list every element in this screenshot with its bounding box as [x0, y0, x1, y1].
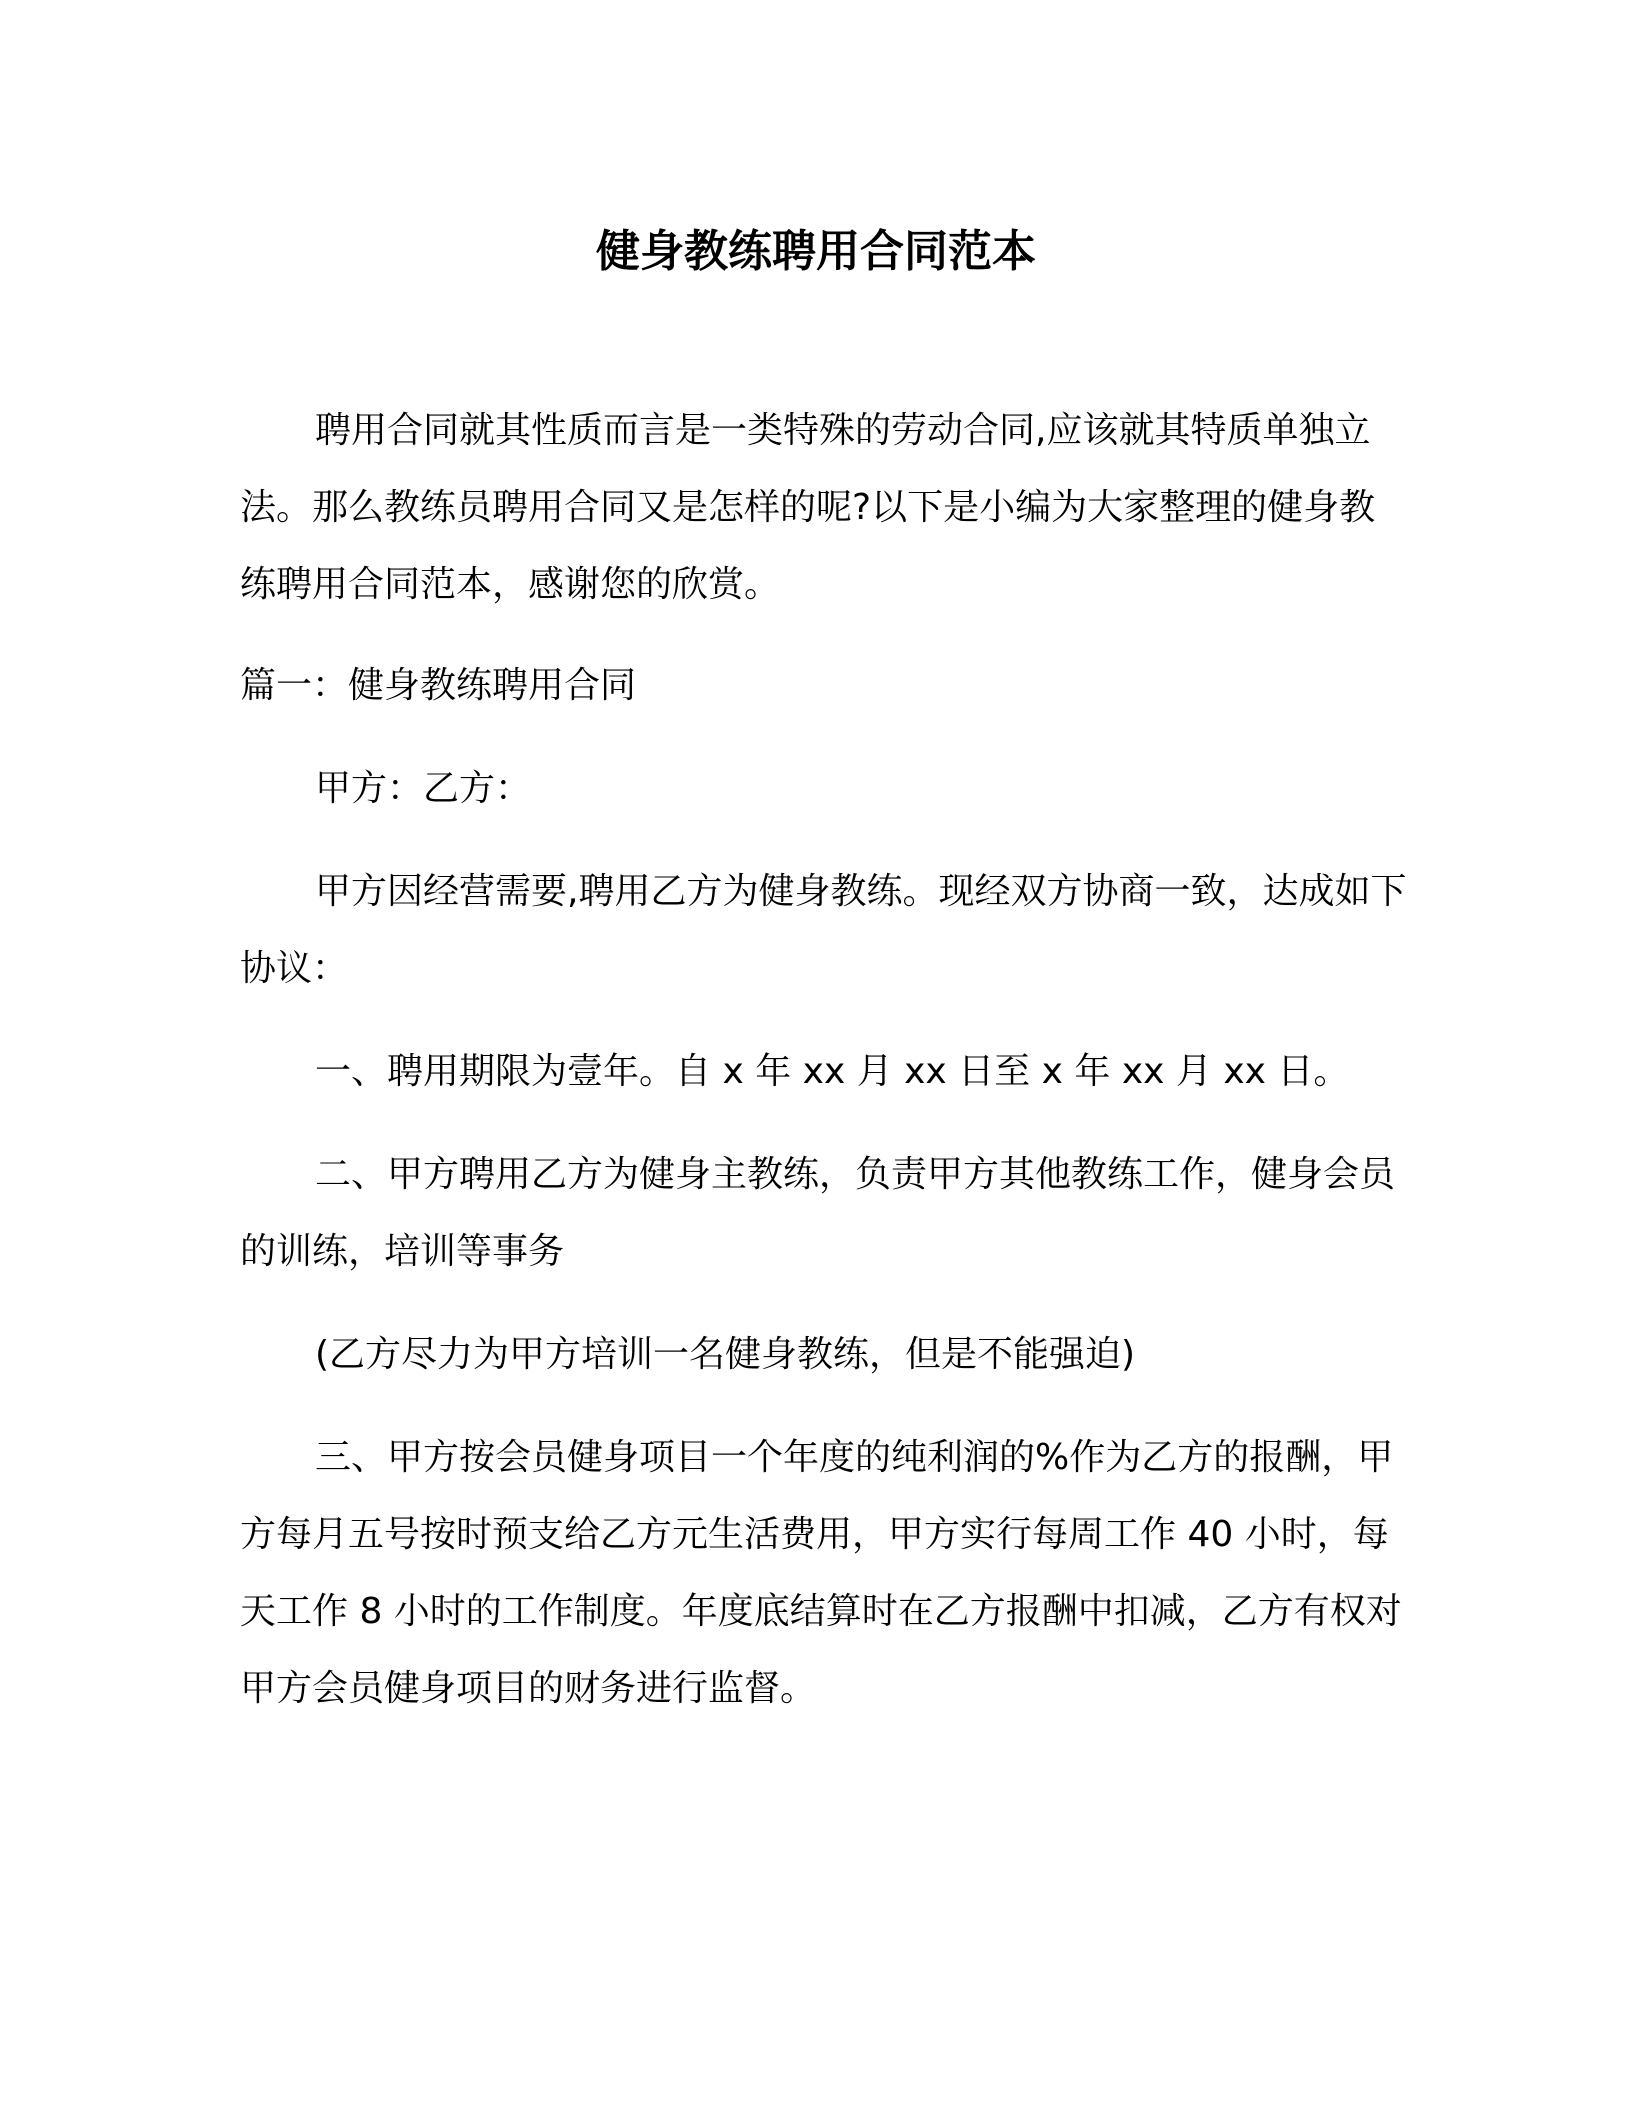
clause-3: 三、甲方按会员健身项目一个年度的纯利润的%作为乙方的报酬，甲方每月五号按时预支给乙方元生活费用，甲方实行每周工作 40 小时，每天工作 8 小时的工作制度。年度底结算时在乙方报酬中扣减，乙方有权对甲方会员健身项目的财务进行监督。 [240, 1437, 1402, 1709]
parties-line: 甲方：乙方： [315, 768, 532, 809]
section-heading: 篇一：健身教练聘用合同 [240, 665, 637, 706]
intro-paragraph: 聘用合同就其性质而言是一类特殊的劳动合同,应该就其特质单独立法。那么教练员聘用合同又是怎样的呢?以下是小编为大家整理的健身教练聘用合同范本，感谢您的欣赏。 [240, 410, 1376, 605]
agreement-paragraph: 甲方因经营需要,聘用乙方为健身教练。现经双方协商一致，达成如下协议： [240, 871, 1407, 989]
document-title: 健身教练聘用合同范本 [596, 226, 1036, 277]
clause-1: 一、聘用期限为壹年。自 x 年 xx 月 xx 日至 x 年 xx 月 xx 日。 [315, 1051, 1350, 1092]
clause-2-note: (乙方尽力为甲方培训一名健身教练，但是不能强迫) [315, 1334, 1136, 1375]
clause-2: 二、甲方聘用乙方为健身主教练，负责甲方其他教练工作，健身会员的训练，培训等事务 [240, 1154, 1396, 1272]
document-body [240, 392, 1410, 1727]
